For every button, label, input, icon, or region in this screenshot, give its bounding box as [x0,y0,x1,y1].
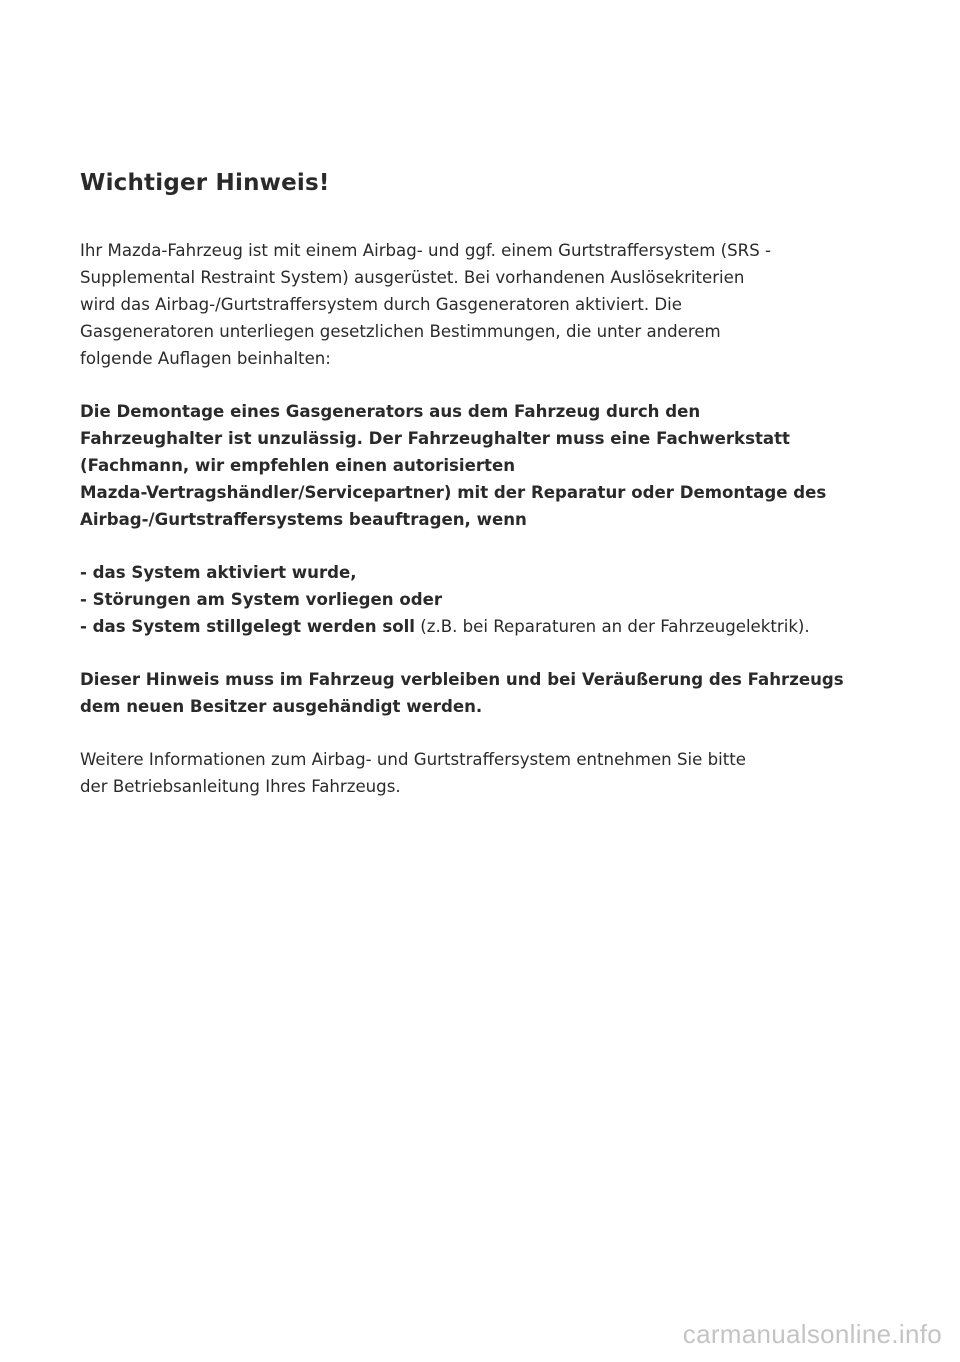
intro-line: folgende Auflagen beinhalten: [80,349,331,368]
closing-paragraph [80,746,925,800]
notice-line: Dieser Hinweis muss im Fahrzeug verbleiben und bei Veräußerung des Fahrzeugs [80,670,844,689]
warning-line: Fahrzeughalter ist unzulässig. Der Fahrzeughalter muss eine Fachwerkstatt [80,429,790,448]
warning-line: Airbag-/Gurtstraffersystems beauftragen, wenn [80,510,527,529]
conditions-list [80,559,925,640]
warning-paragraph [80,398,925,533]
warning-line: Mazda-Vertragshändler/Servicepartner) mit der Reparatur oder Demontage des [80,483,827,502]
notice-line: dem neuen Besitzer ausgehändigt werden. [80,697,483,716]
intro-line: Supplemental Restraint System) ausgerüstet. Bei vorhandenen Auslösekriterien [80,268,745,287]
watermark: carmanualsonline.info [682,1319,942,1349]
intro-paragraph [80,237,925,372]
condition-item: - das System aktiviert wurde, [80,563,357,582]
closing-line: Weitere Informationen zum Airbag- und Gurtstraffersystem entnehmen Sie bitte [80,750,746,769]
closing-line: der Betriebsanleitung Ihres Fahrzeugs. [80,777,401,796]
warning-line: (Fachmann, wir empfehlen einen autorisierten [80,456,516,475]
intro-line: Ihr Mazda-Fahrzeug ist mit einem Airbag- und ggf. einem Gurtstraffersystem (SRS - [80,241,772,260]
document-page [80,167,925,826]
page-title: Wichtiger Hinweis! [80,170,330,196]
condition-item-note: (z.B. bei Reparaturen an der Fahrzeugelektrik). [414,617,810,636]
intro-line: wird das Airbag-/Gurtstraffersystem durch Gasgeneratoren aktiviert. Die [80,295,682,314]
notice-paragraph [80,666,925,720]
intro-line: Gasgeneratoren unterliegen gesetzlichen Bestimmungen, die unter anderem [80,322,721,341]
condition-item [80,613,925,640]
condition-item: - Störungen am System vorliegen oder [80,590,443,609]
warning-line: Die Demontage eines Gasgenerators aus dem Fahrzeug durch den [80,402,701,421]
condition-item-bold: - das System stillgelegt werden soll [80,617,415,636]
